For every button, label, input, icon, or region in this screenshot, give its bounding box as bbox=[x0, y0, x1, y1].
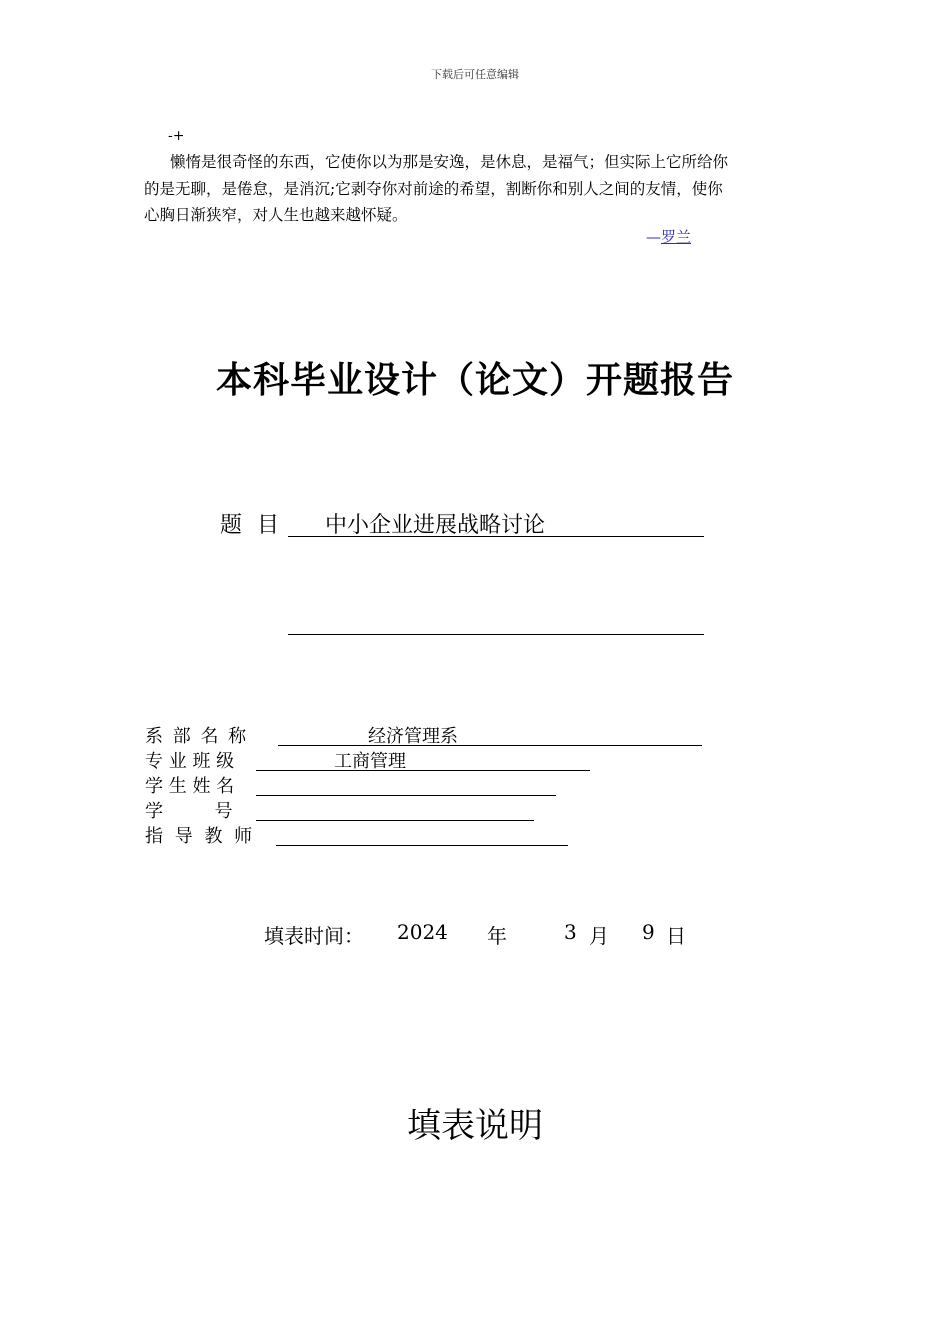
quote-dash: — bbox=[646, 228, 661, 246]
department-label: 系 部 名 称 bbox=[145, 726, 249, 747]
fill-time-month-unit: 月 bbox=[589, 924, 609, 948]
student-id-underline bbox=[256, 820, 534, 821]
quote-line-2: 的是无聊，是倦怠，是消沉;它剥夺你对前途的希望，割断你和别人之间的友情，使你 bbox=[144, 179, 723, 198]
fill-time-year: 2024 bbox=[397, 920, 448, 944]
topic-underline-2 bbox=[288, 634, 704, 635]
quote-line-3: 心胸日渐狭窄，对人生也越来越怀疑。 bbox=[144, 206, 408, 224]
quote-line-1: 懒惰是很奇怪的东西，它使你以为那是安逸，是休息，是福气；但实际上它所给你 bbox=[170, 153, 729, 171]
department-underline bbox=[278, 745, 702, 746]
student-name-underline bbox=[256, 795, 556, 796]
advisor-label: 指 导 教 师 bbox=[145, 826, 256, 847]
advisor-underline bbox=[276, 845, 568, 846]
fill-time-month: 3 bbox=[564, 920, 577, 944]
topic-value: 中小企业进展战略讨论 bbox=[325, 513, 546, 538]
student-name-label: 学 生 姓 名 bbox=[145, 776, 235, 797]
student-id-label-text: 学 号 bbox=[145, 801, 233, 822]
fill-time-label: 填表时间： bbox=[264, 924, 364, 948]
fill-time-year-unit: 年 bbox=[487, 924, 507, 948]
instructions-title: 填表说明 bbox=[407, 1106, 543, 1146]
major-class-underline bbox=[256, 770, 590, 771]
department-value: 经济管理系 bbox=[368, 726, 458, 747]
quote-author bbox=[646, 226, 691, 247]
topic-label: 题 目 bbox=[220, 513, 283, 538]
quote-block bbox=[144, 149, 806, 229]
download-note: 下载后可任意编辑 bbox=[431, 68, 519, 81]
fill-time-day: 9 bbox=[642, 920, 655, 944]
fill-time-day-unit: 日 bbox=[666, 924, 686, 948]
major-class-value: 工商管理 bbox=[334, 751, 406, 772]
page-title: 本科毕业设计（论文）开题报告 bbox=[215, 360, 734, 401]
major-class-label: 专 业 班 级 bbox=[145, 751, 235, 772]
author-link[interactable]: 罗兰 bbox=[661, 228, 692, 246]
quote-marker: -+ bbox=[168, 128, 185, 144]
student-id-label bbox=[145, 797, 233, 823]
